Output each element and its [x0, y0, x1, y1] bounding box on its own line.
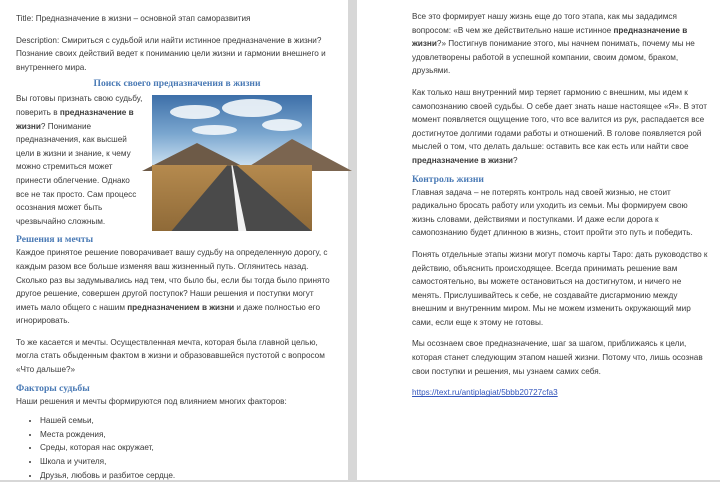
paragraph-tarot: Понять отдельные этапы жизни могут помочь карты Таро: дать руководство к действию, объяснить происходящее. Всегда принимать решение вам самостоятельно, вы можете остановиться на достигнутом, и ничего не менять. Прислушивайтесь к себе, не создавайте дисгармонию между внешним и внутренним миром. Мы не можем изменить окружающий мир сами, если еще к этому не готовы. — [412, 249, 708, 327]
factors-list — [16, 414, 338, 482]
road-photo — [152, 95, 312, 231]
list-item: • Места рождения, — [40, 428, 338, 442]
left-page — [0, 0, 348, 480]
title-line: Title: Предназначение в жизни – основной этап саморазвития — [16, 14, 251, 23]
right-page — [357, 0, 720, 480]
list-item: • Среды, которая нас окружает, — [40, 441, 338, 455]
search-paragraph: Вы готовы признать свою судьбу, поверить в предназначение в жизни? Понимание предназначения, как высшей цели в жизни и знание, к чему можно стремиться может принести облегчение. Однако все не так просто. Сам процесс осознания может быть чрезвычайно сложным. — [16, 94, 143, 226]
decisions-heading: Решения и мечты — [16, 234, 94, 246]
list-item: • Друзья, любовь и разбитое сердце. — [40, 469, 338, 482]
paragraph-harmony: Как только наш внутренний мир теряет гармонию с внешним, мы идем к самопознанию своей судьбы. О себе дает знать наше настоящее «Я». В этот момент появляется ощущение того, что все валится из рук, распадается все достигнутое долгими годами работы и отношений. В голове появляется рой мыслей о том, что делать дальше: оставить все как есть или найти свое предназначение в жизни? — [412, 87, 708, 165]
paragraph-formation: Все это формирует нашу жизнь еще до того этапа, как мы зададимся вопросом: «В чем же действительно наше истинное предназначение в жизни?» Постигнув понимание этого, мы начнем понимать, почему мы не удовлетворены работой в успешной компании, своим домом, браком, друзьями. — [412, 12, 695, 76]
factors-intro: Наши решения и мечты формируются под влиянием многих факторов: — [16, 396, 287, 406]
control-heading: Контроль жизни — [412, 173, 484, 185]
paragraph-control: Главная задача – не потерять контроль над своей жизнью, не стоит радикально бросать работу или уходить из семьи. Мы формируем свою жизнь словами, действиями и поступками. И даже если дорога к самопознанию будет длинною в жизнь, стоит пройти это путь и победить. — [412, 187, 693, 238]
list-item: • Нашей семьи, — [40, 414, 338, 428]
paragraph-awareness: Мы осознаем свое предназначение, шаг за шагом, приближаясь к цели, которая станет следующим этапом нашей жизни. Потому что, лишь осознав свои поступки и решения, мы узнаем самих себя. — [412, 339, 703, 376]
factors-heading: Факторы судьбы — [16, 382, 90, 394]
search-section — [16, 92, 338, 228]
dreams-paragraph: То же касается и мечты. Осуществленная мечта, которая была главной целью, могла стать обыденным фактом в жизни и образовавшейся пустотой с вопросом «Что дальше?» — [16, 337, 325, 375]
search-heading: Поиск своего предназначения в жизни — [93, 78, 261, 90]
description-line: Description: Смириться с судьбой или найти истинное предназначение в жизни? Познание своих действий ведет к пониманию цели жизни и гармонии внешнего и внутреннего мира. — [16, 35, 326, 72]
decisions-paragraph: Каждое принятое решение поворачивает вашу судьбу на определенную дорогу, с каждым разом все больше изменяя ваш жизненный путь. Оглянитесь назад. Сколько раз вы задумывались над тем, что было бы, если бы тогда было принято другое решение, совершен другой поступок? Наши решения и поступки могут иметь мало общего с нашим предназначением в жизни и даже полностью его игнорировать. — [16, 248, 330, 326]
source-link[interactable]: https://text.ru/antiplagiat/5bbb20727cfa3 — [412, 388, 558, 398]
list-item: • Школа и учителя, — [40, 455, 338, 469]
